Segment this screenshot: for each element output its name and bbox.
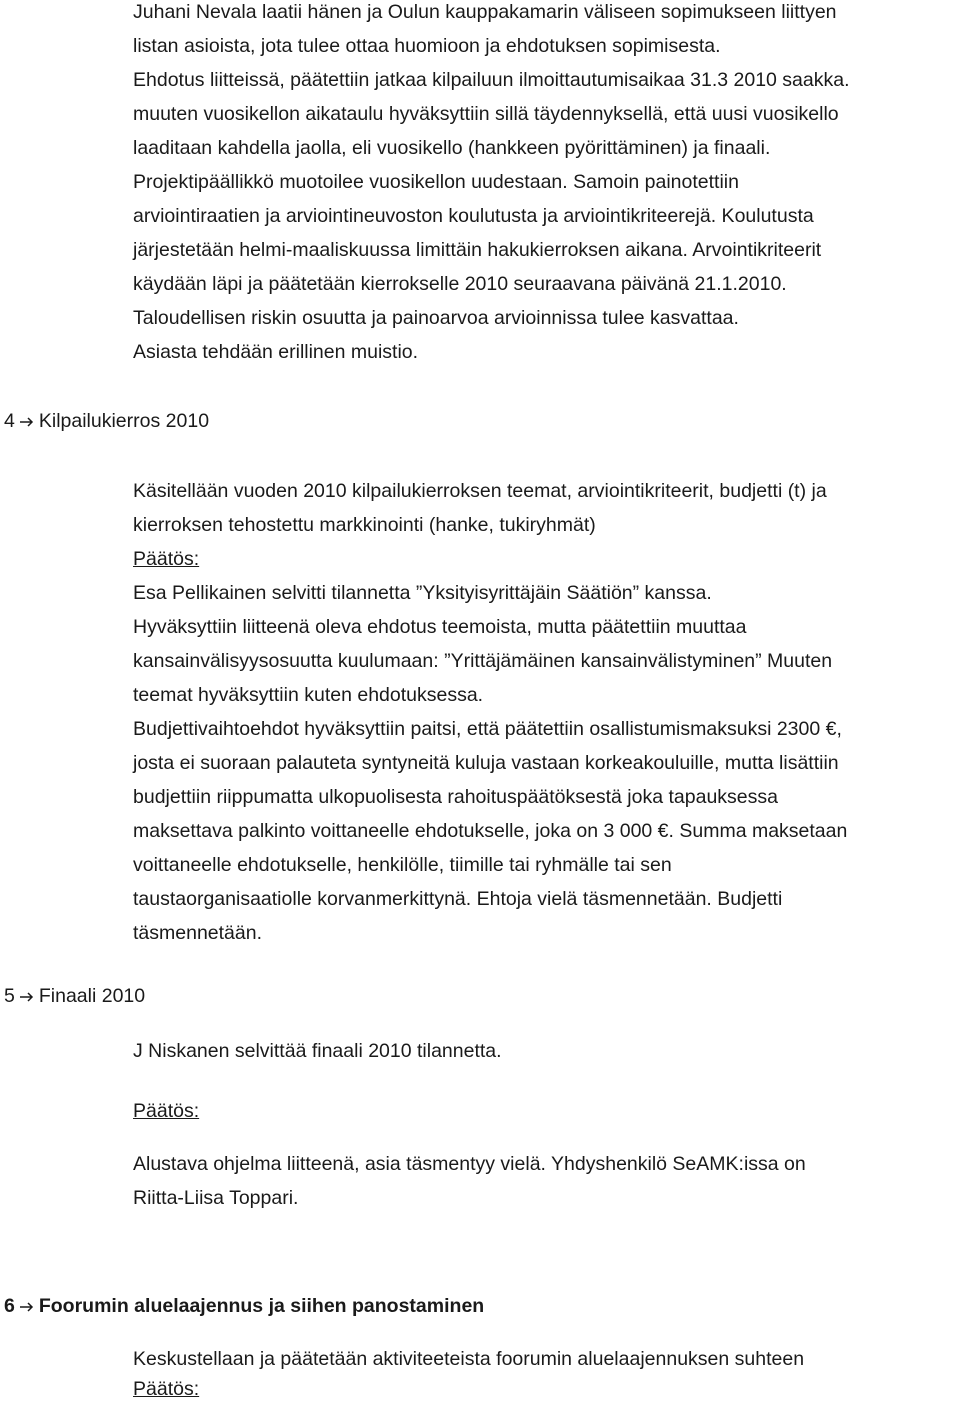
text-line: teemat hyväksyttiin kuten ehdotuksessa. (133, 684, 484, 706)
text-line: laaditaan kahdella jaolla, eli vuosikello (hankkeen pyörittäminen) ja finaali. (133, 137, 771, 159)
text-line: kierroksen tehostettu markkinointi (hanke, tukiryhmät) (133, 514, 596, 536)
text-line: Juhani Nevala laatii hänen ja Oulun kauppakamarin väliseen sopimukseen liittyen (133, 1, 837, 23)
section6-body (133, 1344, 948, 1404)
text-line: Projektipäällikkö muotoilee vuosikellon uudestaan. Samoin painotettiin (133, 171, 739, 193)
text-line: taustaorganisaatiolle korvanmerkittynä. Ehtoja vielä täsmennetään. Budjetti (133, 888, 783, 910)
tab-arrow-icon (19, 991, 35, 1003)
text-line: J Niskanen selvittää finaali 2010 tilannetta. (133, 1040, 502, 1062)
section-title: Foorumin aluelaajennus ja siihen panostaminen (38, 1295, 485, 1317)
text-line: Asiasta tehdään erillinen muistio. (133, 341, 419, 363)
text-line: Alustava ohjelma liitteenä, asia täsmentyy vielä. Yhdyshenkilö SeAMK:issa on (133, 1153, 806, 1175)
section5-decision-text (133, 1147, 948, 1215)
section-heading-4 (4, 406, 209, 436)
text-line: arviointiraatien ja arviointineuvoston koulutusta ja arviointikriteerejä. Koulutusta (133, 205, 814, 227)
decision-label: Päätös: (133, 1100, 200, 1122)
section-heading-6 (4, 1291, 484, 1321)
text-line: maksettava palkinto voittaneelle ehdotukselle, joka on 3 000 €. Summa maksetaan (133, 820, 848, 842)
text-line: järjestetään helmi-maaliskuussa limittäin hakukierroksen aikana. Arvointikriteerit (133, 239, 822, 261)
text-line: Käsitellään vuoden 2010 kilpailukierroksen teemat, arviointikriteerit, budjetti (t) ja (133, 480, 827, 502)
text-line: Budjettivaihtoehdot hyväksyttiin paitsi, että päätettiin osallistumismaksuksi 2300 €, (133, 718, 842, 740)
text-line: Keskustellaan ja päätetään aktiviteeteista foorumin aluelaajennuksen suhteen (133, 1348, 805, 1370)
text-line: kansainvälisyysosuutta kuulumaan: ”Yrittäjämäinen kansainvälistyminen” Muuten (133, 650, 833, 672)
text-line: Hyväksyttiin liitteenä oleva ehdotus teemoista, mutta päätettiin muuttaa (133, 616, 747, 638)
section3-continuation (133, 0, 948, 369)
text-line: Taloudellisen riskin osuutta ja painoarvoa arvioinnissa tulee kasvattaa. (133, 307, 739, 329)
tab-arrow-icon (19, 416, 35, 428)
text-line: budjettiin riippumatta ulkopuolisesta rahoituspäätöksestä joka tapauksessa (133, 786, 778, 808)
section-title: Finaali 2010 (38, 985, 146, 1007)
text-line: josta ei suoraan palauteta syntyneitä kuluja vastaan korkeakouluille, mutta lisättiin (133, 752, 839, 774)
section5-intro (133, 1034, 948, 1068)
section4-body (133, 474, 948, 950)
section-number: 5 (4, 985, 15, 1007)
text-line: muuten vuosikellon aikataulu hyväksyttiin sillä täydennyksellä, että uusi vuosikello (133, 103, 839, 125)
text-line: täsmennetään. (133, 922, 263, 944)
text-line: Ehdotus liitteissä, päätettiin jatkaa kilpailuun ilmoittautumisaikaa 31.3 2010 saakka. (133, 69, 850, 91)
text-line: Riitta-Liisa Toppari. (133, 1187, 299, 1209)
text-line: voittaneelle ehdotukselle, henkilölle, tiimille tai ryhmälle tai sen (133, 854, 672, 876)
tab-arrow-icon (19, 1301, 35, 1313)
section-number: 4 (4, 410, 15, 432)
text-line: Esa Pellikainen selvitti tilannetta ”Yksityisyrittäjäin Säätiön” kanssa. (133, 582, 712, 604)
text-line: käydään läpi ja päätetään kierrokselle 2010 seuraavana päivänä 21.1.2010. (133, 273, 787, 295)
section5-decision (133, 1094, 948, 1128)
section-title: Kilpailukierros 2010 (38, 410, 210, 432)
decision-label: Päätös: (133, 1378, 200, 1400)
section-number: 6 (4, 1295, 15, 1317)
decision-label: Päätös: (133, 548, 200, 570)
section-heading-5 (4, 981, 145, 1011)
text-line: listan asioista, jota tulee ottaa huomioon ja ehdotuksen sopimisesta. (133, 35, 721, 57)
